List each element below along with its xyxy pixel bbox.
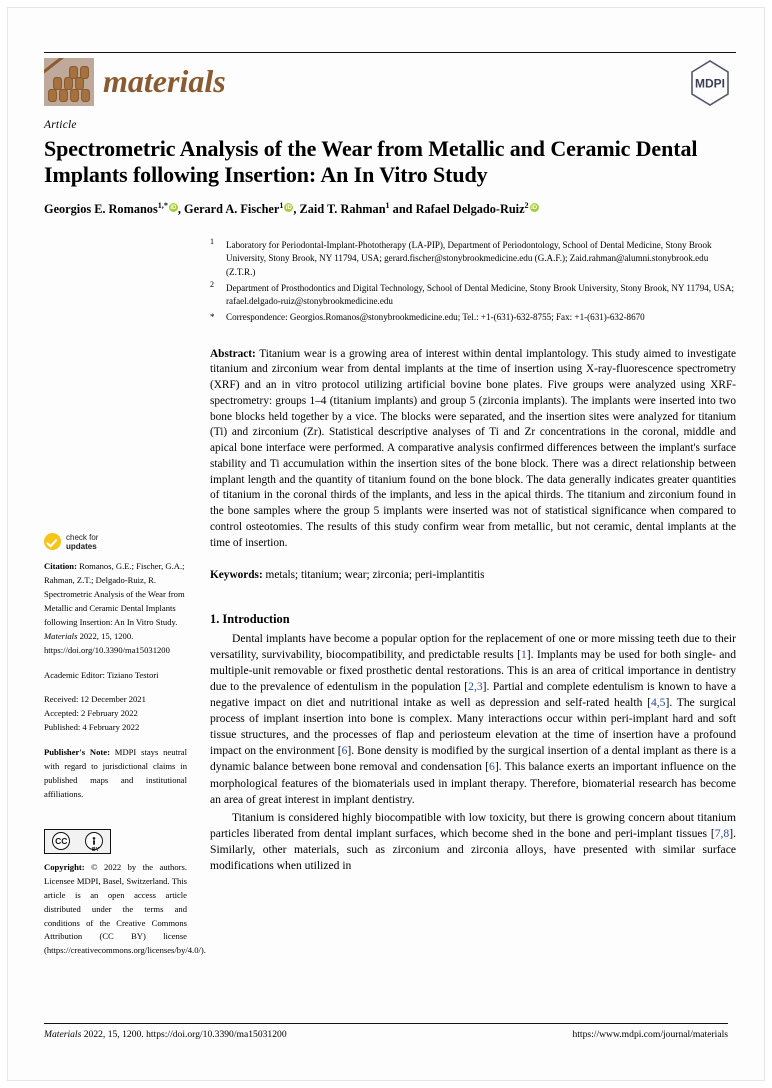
- footer-journal: Materials: [44, 1029, 82, 1040]
- footer-citation[interactable]: [44, 1029, 287, 1040]
- paragraph: Titanium is considered highly biocompatible with low toxicity, but there is growing concern about titanium particles liberated from dental implant surfaces, which become shed in the bone and peri-implant tissues [7,8]. Similarly, other materials, such as zirconium and zirconia alloys, have presented with similar surface modifications when utilized in: [210, 810, 736, 872]
- reference-link[interactable]: 2,3: [468, 680, 483, 694]
- affiliation-item: [210, 236, 736, 280]
- accepted-date: Accepted: 2 February 2022: [44, 708, 138, 719]
- keywords: [210, 568, 736, 584]
- cc-by-label: BY: [92, 847, 99, 854]
- keywords-text: metals; titanium; wear; zirconia; peri-implantitis: [265, 569, 485, 582]
- article-type: Article: [44, 119, 77, 131]
- affiliation-mark: 1: [210, 236, 214, 246]
- received-date: Received: 12 December 2021: [44, 694, 146, 705]
- author-name: Georgios E. Romanos: [44, 202, 158, 217]
- page-title: Spectrometric Analysis of the Wear from Metallic and Ceramic Dental Implants following Insertion: An In Vitro Study: [44, 136, 698, 187]
- cc-license-badge[interactable]: [44, 829, 111, 854]
- publisher-note-text: MDPI stays neutral with regard to jurisdictional claims in published maps and institutional affiliations.: [44, 747, 187, 799]
- citation-tail[interactable]: 2022, 15, 1200. https://doi.org/10.3390/ma15031200: [44, 630, 170, 655]
- publisher-note-label: Publisher's Note:: [44, 747, 110, 758]
- copyright-label: Copyright:: [44, 861, 85, 872]
- citation-text: Romanos, G.E.; Fischer, G.A.; Rahman, Z.T.; Delgado-Ruiz, R. Spectrometric Analysis of the Wear from Metallic and Ceramic Dental Implants following Insertion: An In Vitro Study.: [44, 561, 185, 627]
- mdpi-logo-label: MDPI: [695, 76, 725, 91]
- correspondence-text: Correspondence: Georgios.Romanos@stonybrookmedicine.edu; Tel.: +1-(631)-632-8755; Fax: +1-(631)-632-8670: [226, 311, 645, 322]
- check-updates-line1: check for: [66, 532, 99, 542]
- dates-block: [44, 693, 187, 735]
- keywords-label: Keywords:: [210, 569, 263, 582]
- footer-citation-rest: 2022, 15, 1200. https://doi.org/10.3390/ma15031200: [83, 1029, 287, 1040]
- reference-link[interactable]: 7,8: [714, 826, 730, 840]
- sidebar: [44, 237, 206, 970]
- check-circle-icon: [44, 533, 61, 550]
- abstract-text: Titanium wear is a growing area of interest within dental implantology. This study aimed to investigate titanium and zirconium wear from dental implants at the time of insertion using X-ray-fluorescence spectrometry (XRF) and an in vitro protocol utilizing artificial bovine bone plates. Five groups were analyzed using XRF-spectrometry: groups 1–4 (titanium implants) and group 5 (zirconia implants). The implants were inserted into two bone blocks held together by a vice. The blocks were separated, and the insertion sites were analyzed for titanium (Ti) and zirconium (Zr). Statistical descriptive analyses of Ti and Zr concentrations in the coronal, middle and apical bone interface were performed. A comparative analysis confirmed differences between the implant's surface stability and Ti accumulation within the insertion sites of the bone block. There was a direct relationship between implant length and the quantity of titanium found on the bone block. The data generally indicates greater quantities of titanium in the coronal thirds of the implants, and less in the apical thirds. The titanium and zirconium found in the bone samples where the group 5 implants were inserted was not of statistical significance when compared to control osteotomies. The results of this study confirm wear from metallic, but not ceramic, dental implants at the time of insertion.: [210, 347, 736, 549]
- copyright-block: [44, 861, 206, 958]
- page-footer: [44, 1023, 728, 1040]
- check-for-updates-badge[interactable]: [44, 533, 187, 551]
- orcid-icon[interactable]: [530, 203, 539, 212]
- body-columns: [44, 237, 736, 970]
- mdpi-logo[interactable]: [684, 58, 736, 108]
- abstract: [210, 347, 736, 552]
- affiliation-text: Laboratory for Periodontal-Implant-Phototherapy (LA-PIP), Department of Periodontology, School of Dental Medicine, Stony Brook University, Stony Brook, NY 11794, USA; gerard.fischer@stonybrookmedicine.edu (G.A.F.); Zaid.rahman@alumni.stonybrook.edu (Z.T.R.): [226, 239, 712, 277]
- section-heading-introduction: 1. Introduction: [210, 612, 290, 627]
- published-date: Published: 4 February 2022: [44, 722, 140, 733]
- author-name: Zaid T. Rahman: [299, 202, 386, 217]
- materials-barrels-icon: [44, 58, 94, 106]
- reference-link[interactable]: 1: [520, 648, 527, 662]
- journal-name: materials: [103, 62, 226, 99]
- masthead: [44, 52, 736, 110]
- main-column: [197, 237, 736, 970]
- abstract-label: Abstract:: [210, 347, 256, 360]
- citation-journal: Materials: [44, 630, 78, 641]
- article-page: [8, 8, 764, 1080]
- paragraph: Dental implants have become a popular option for the replacement of one or more missing teeth due to their versatility, survivability, biocompatibility, and predictable results [1]. Implants may be used for both single- and multiple-unit removable or fixed prosthetic dental restorations. This is an area of critical importance in dentistry due to the prevalence of edentulism in the population [2,3]. Partial and complete edentulism is known to have a negative impact on diet and nutritional intake as well as depression and self-rated health [4,5]. The surgical process of implant insertion into bone is complex. Many interactions occur within peri-implant hard and soft tissue structures, and the processes of flap and periosteum elevation at the time of insertion have a profound impact on the environment [6]. Bone density is modified by the surgical insertion of a dental implant as there is a dynamic balance between bone removal and condensation [6]. This balance exerts an important influence on the morphological features of the biomaterials used in implant therapy. Therefore, biomaterial research has become an area of great interest in implant dentistry.: [210, 632, 736, 806]
- affiliation-mark: *: [210, 311, 215, 322]
- footer-journal-url[interactable]: https://www.mdpi.com/journal/materials: [572, 1029, 728, 1040]
- check-updates-line2: updates: [66, 541, 97, 551]
- affiliations: [210, 236, 736, 325]
- author-list: Georgios E. Romanos$^{1,*}$ iD , Gerard A. Fischer$^1$ iD , Zaid T. Rahman$^1$ and Rafael Delgado-Ruiz$^2$iD: [44, 201, 736, 218]
- affiliation-item: [210, 311, 736, 325]
- academic-editor: Academic Editor: Tiziano Testori: [44, 669, 159, 680]
- affiliation-text: Department of Prosthodontics and Digital Technology, School of Dental Medicine, Stony Brook University, Stony Brook, NY 11794, USA; rafael.delgado-ruiz@stonybrookmedicine.edu: [226, 282, 735, 307]
- citation-block: [44, 560, 187, 657]
- citation-label: Citation:: [44, 561, 77, 572]
- cc-icon: CC: [52, 832, 70, 850]
- page-inner: [44, 50, 736, 969]
- publisher-note: [44, 746, 187, 802]
- affiliation-item: [210, 279, 736, 309]
- author-name: Gerard A. Fischer: [184, 202, 280, 217]
- orcid-icon[interactable]: [169, 203, 178, 212]
- journal-brand[interactable]: [44, 58, 226, 106]
- masthead-rule: [44, 52, 736, 53]
- affiliation-mark: 2: [210, 279, 214, 289]
- reference-link[interactable]: 6: [341, 744, 348, 758]
- reference-link[interactable]: 6: [489, 760, 495, 774]
- orcid-icon[interactable]: [284, 203, 293, 212]
- author-name: Rafael Delgado-Ruiz: [415, 202, 525, 217]
- copyright-text: © 2022 by the authors. Licensee MDPI, Basel, Switzerland. This article is an open access article distributed under the terms and conditions of the Creative Commons Attribution (CC BY) license (https://creativecommons.org/licenses/by/4.0/).: [44, 861, 206, 956]
- reference-link[interactable]: 4,5: [650, 696, 666, 710]
